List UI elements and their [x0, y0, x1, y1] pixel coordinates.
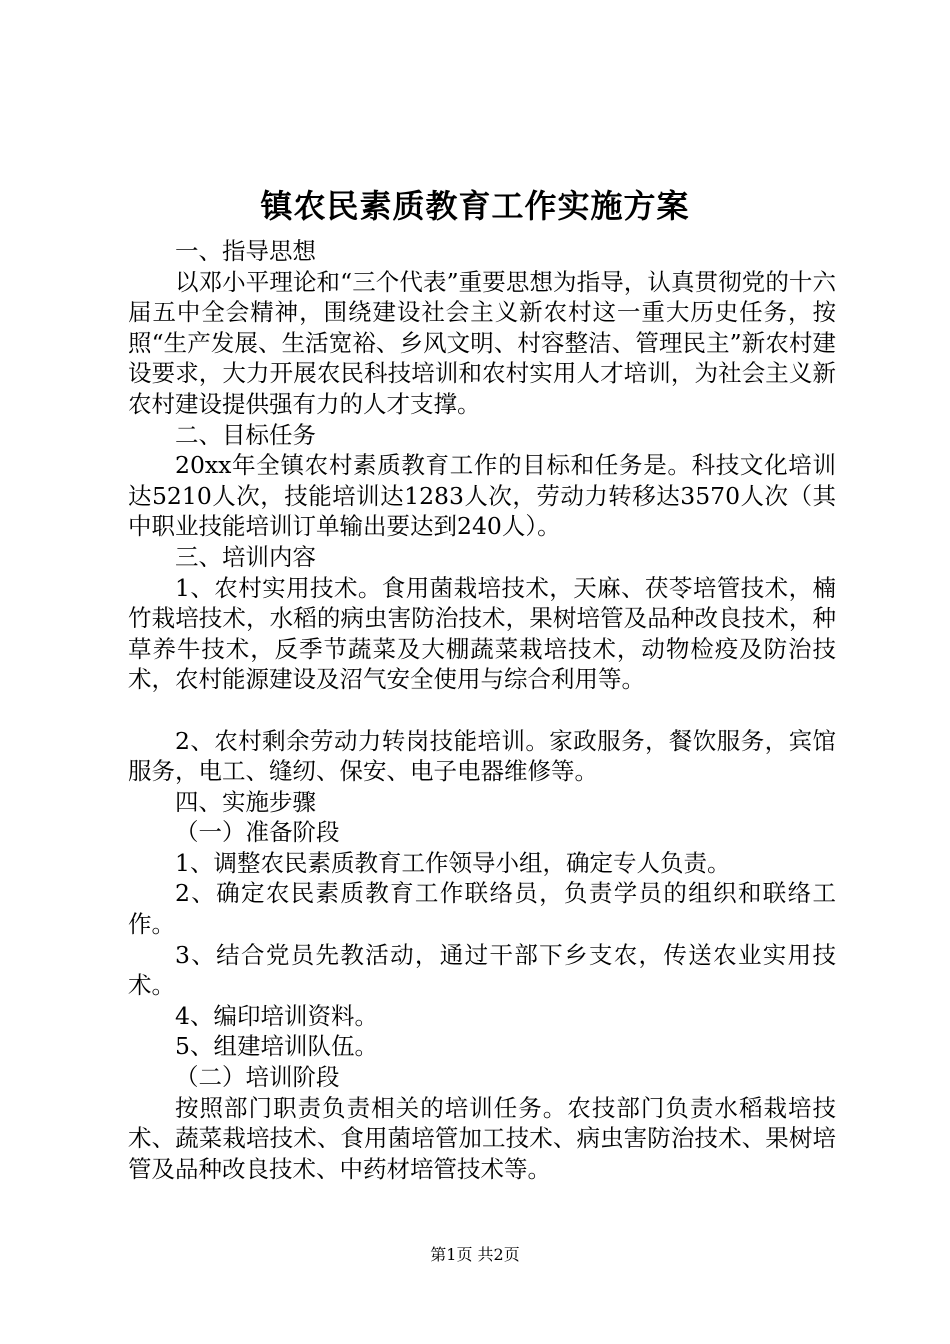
list-item-prep-2: 2、确定农民素质教育工作联络员，负责学员的组织和联络工作。	[128, 879, 836, 939]
subheading-training-stage: （二）培训阶段	[175, 1063, 340, 1092]
paragraph-guiding-ideology: 以邓小平理论和“三个代表”重要思想为指导，认真贯彻党的十六届五中全会精神，围绕建设社会主义新农村这一重大历史任务，按照“生产发展、生活宽裕、乡风文明、村容整洁、管理民主”新农村建设要求，大力开展农民科技培训和农村实用人才培训，为社会主义新农村建设提供强有力的人才支撑。	[128, 267, 836, 418]
paragraph-labor-transfer: 2、农村剩余劳动力转岗技能培训。家政服务，餐饮服务，宾馆服务，电工、缝纫、保安、电子电器维修等。	[128, 726, 836, 786]
paragraph-practical-tech: 1、农村实用技术。食用菌栽培技术，天麻、茯苓培管技术，楠竹栽培技术，水稻的病虫害防治技术，果树培管及品种改良技术，种草养牛技术，反季节蔬菜及大棚蔬菜栽培技术，动物检疫及防治技术，农村能源建设及沼气安全使用与综合利用等。	[128, 573, 836, 694]
list-item-prep-3: 3、结合党员先教活动，通过干部下乡支农，传送农业实用技术。	[128, 940, 836, 1000]
list-item-prep-1: 1、调整农民素质教育工作领导小组，确定专人负责。	[175, 848, 731, 877]
document-body	[128, 236, 836, 1184]
section-heading-guiding-ideology: 一、指导思想	[175, 237, 316, 265]
document-title: 镇农民素质教育工作实施方案	[260, 187, 690, 225]
list-item-prep-4: 4、编印培训资料。	[175, 1001, 378, 1030]
list-item-prep-5: 5、组建培训队伍。	[175, 1032, 378, 1061]
section-heading-training-content: 三、培训内容	[175, 542, 316, 571]
page-footer: 第1页 共2页	[430, 1245, 520, 1264]
section-heading-implementation: 四、实施步骤	[175, 787, 316, 816]
subheading-preparation: （一）准备阶段	[175, 818, 340, 847]
paragraph-goals: 20xx年全镇农村素质教育工作的目标和任务是。科技文化培训达5210人次，技能培训达1283人次，劳动力转移达3570人次（其中职业技能培训订单输出要达到240人）。	[128, 451, 836, 541]
paragraph-training-stage: 按照部门职责负责相关的培训任务。农技部门负责水稻栽培技术、蔬菜栽培技术、食用菌培管加工技术、病虫害防治技术、果树培管及品种改良技术、中药材培管技术等。	[128, 1093, 836, 1183]
section-heading-goals: 二、目标任务	[175, 420, 316, 449]
